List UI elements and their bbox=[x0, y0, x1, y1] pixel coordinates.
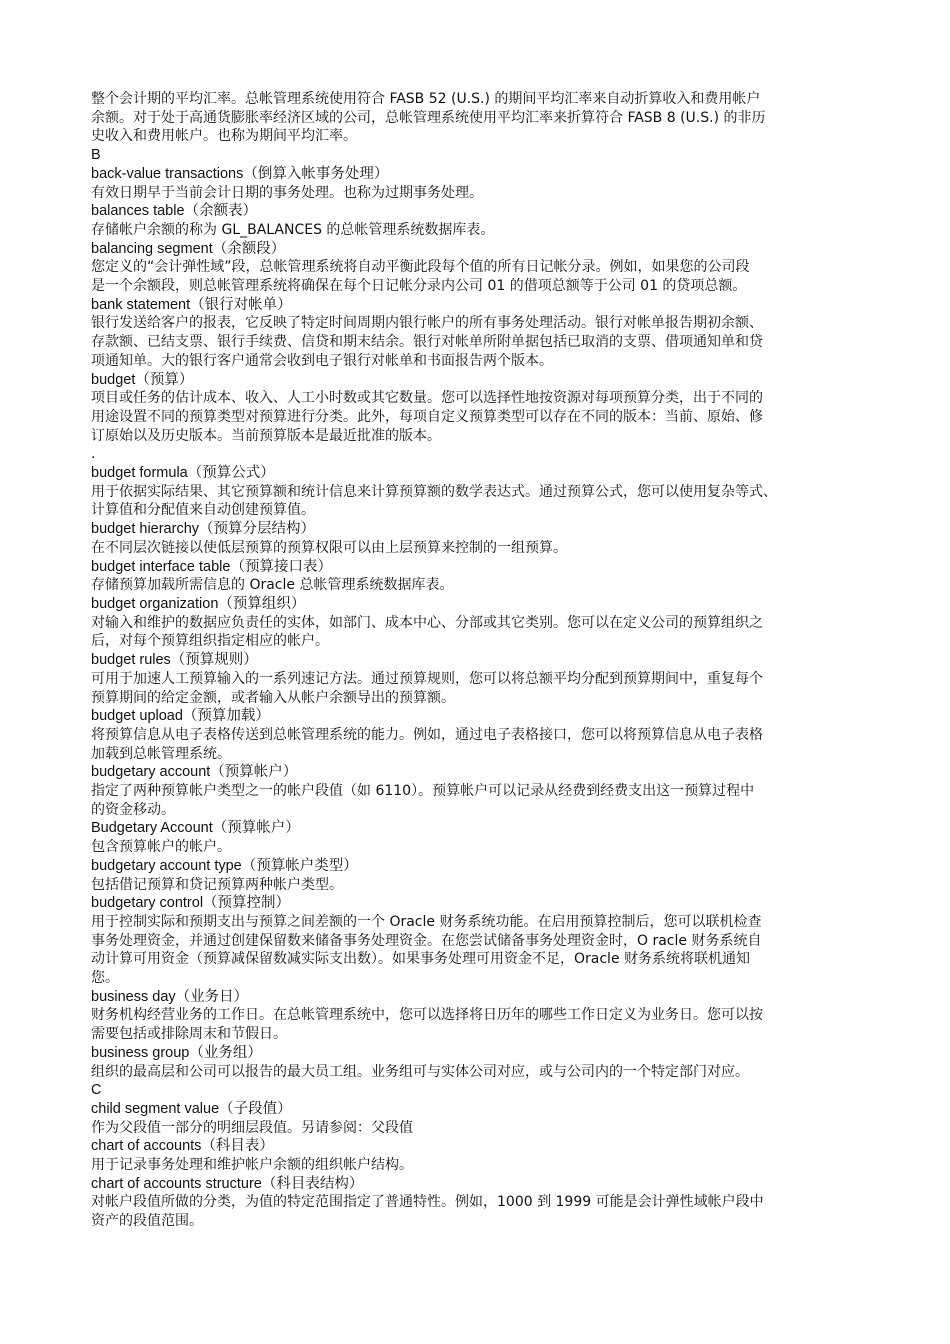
entry-definition-line: 订原始以及历史版本。当前预算版本是最近批准的版本。 bbox=[91, 427, 441, 444]
entry-definition-line: 在不同层次链接以使低层预算的预算权限可以由上层预算来控制的一组预算。 bbox=[91, 539, 567, 556]
entry-term: balancing segment（余额段） bbox=[91, 240, 286, 257]
glossary-entry bbox=[91, 595, 871, 651]
entry-term: business day（业务日） bbox=[91, 988, 249, 1005]
entry-definition-line: 财务机构经营业务的工作日。在总帐管理系统中，您可以选择将日历年的哪些工作日定义为业务日。您可以按 bbox=[91, 1007, 763, 1024]
entry-term: chart of accounts（科目表） bbox=[91, 1138, 274, 1155]
entry-definition-line: 预算期间的给定金额，或者输入从帐户余额导出的预算额。 bbox=[91, 689, 455, 706]
entry-term: chart of accounts structure（科目表结构） bbox=[91, 1175, 364, 1192]
entry-term: back-value transactions（倒算入帐事务处理） bbox=[91, 165, 389, 182]
glossary-section bbox=[91, 1081, 871, 1231]
entry-term: child segment value（子段值） bbox=[91, 1100, 292, 1117]
entry-definition-line: 您。 bbox=[91, 970, 119, 987]
entry-definition-line: 用于控制实际和预期支出与预算之间差额的一个 Oracle 财务系统功能。在启用预算控制后，您可以联机检查 bbox=[91, 913, 762, 930]
entry-definition-line: 的资金移动。 bbox=[91, 801, 175, 818]
entry-definition-line: 需要包括或排除周末和节假日。 bbox=[91, 1026, 287, 1043]
entry-term: balances table（余额表） bbox=[91, 203, 258, 220]
entry-definition-line: 存款额、已结支票、银行手续费、信贷和期末结余。银行对帐单所附单据包括已取消的支票、借项通知单和贷 bbox=[91, 334, 763, 351]
entry-definition-line: 有效日期早于当前会计日期的事务处理。也称为过期事务处理。 bbox=[91, 184, 483, 201]
entry-term: budgetary control（预算控制） bbox=[91, 895, 291, 912]
glossary-entry bbox=[91, 1100, 871, 1137]
entry-definition-line: 动计算可用资金（预算减保留数减实际支出数）。如果事务处理可用资金不足，Oracle 财务系统将联机通知 bbox=[91, 951, 751, 968]
entry-term: bank statement（银行对帐单） bbox=[91, 296, 292, 313]
entry-definition-line: 是一个余额段，则总帐管理系统将确保在每个日记帐分录内公司 01 的借项总额等于公司 01 的贷项总额。 bbox=[91, 278, 747, 295]
entry-definition-line: 后，对每个预算组织指定相应的帐户。 bbox=[91, 633, 329, 650]
glossary-entry bbox=[91, 651, 871, 707]
entry-definition-line: 银行发送给客户的报表，它反映了特定时间周期内银行帐户的所有事务处理活动。银行对帐单报告期初余额、 bbox=[91, 315, 763, 332]
section-letter: C bbox=[91, 1082, 102, 1099]
intro-paragraph bbox=[91, 90, 871, 146]
glossary-entry bbox=[91, 371, 871, 465]
glossary-entry bbox=[91, 988, 871, 1044]
entry-term: business group（业务组） bbox=[91, 1044, 262, 1061]
entry-definition-line: 项通知单。大的银行客户通常会收到电子银行对帐单和书面报告两个版本。 bbox=[91, 352, 553, 369]
entry-definition-line: 对帐户段值所做的分类，为值的特定范围指定了普通特性。例如，1000 到 1999 可能是会计弹性域帐户段中 bbox=[91, 1194, 764, 1211]
entry-term: budget interface table（预算接口表） bbox=[91, 558, 332, 575]
glossary-page bbox=[91, 90, 871, 1231]
glossary-entry bbox=[91, 520, 871, 557]
entry-definition-line: . bbox=[91, 446, 96, 463]
entry-term: budget（预算） bbox=[91, 371, 194, 388]
entry-definition-line: 用于依据实际结果、其它预算额和统计信息来计算预算额的数学表达式。通过预算公式，您可以使用复杂等式、 bbox=[91, 483, 777, 500]
entry-definition-line: 存储预算加载所需信息的 Oracle 总帐管理系统数据库表。 bbox=[91, 577, 454, 594]
entry-term: budgetary account（预算帐户） bbox=[91, 764, 298, 781]
glossary-entry bbox=[91, 558, 871, 595]
entry-definition-line: 组织的最高层和公司可以报告的最大员工组。业务组可与实体公司对应，或与公司内的一个特定部门对应。 bbox=[91, 1063, 749, 1080]
entry-definition-line: 加载到总帐管理系统。 bbox=[91, 745, 231, 762]
glossary-section bbox=[91, 146, 871, 1081]
glossary-entry bbox=[91, 763, 871, 819]
glossary-sections bbox=[91, 146, 871, 1231]
entry-term: budget upload（预算加载） bbox=[91, 708, 270, 725]
glossary-entry bbox=[91, 857, 871, 894]
section-letter: B bbox=[91, 147, 101, 164]
glossary-entry bbox=[91, 819, 871, 856]
entry-definition-line: 资产的段值范围。 bbox=[91, 1213, 203, 1230]
entry-term: budget organization（预算组织） bbox=[91, 595, 306, 612]
glossary-entry bbox=[91, 165, 871, 202]
entry-definition-line: 对输入和维护的数据应负责任的实体，如部门、成本中心、分部或其它类别。您可以在定义公司的预算组织之 bbox=[91, 614, 763, 631]
entry-definition-line: 用于记录事务处理和维护帐户余额的组织帐户结构。 bbox=[91, 1157, 413, 1174]
entry-definition-line: 用途设置不同的预算类型对预算进行分类。此外，每项自定义预算类型可以存在不同的版本：当前、原始、修 bbox=[91, 408, 763, 425]
entry-term: budget rules（预算规则） bbox=[91, 652, 258, 669]
glossary-entry bbox=[91, 1044, 871, 1081]
entry-definition-line: 指定了两种预算帐户类型之一的帐户段值（如 6110）。预算帐户可以记录从经费到经费支出这一预算过程中 bbox=[91, 783, 755, 800]
glossary-entry bbox=[91, 707, 871, 763]
entry-definition-line: 可用于加速人工预算输入的一系列速记方法。通过预算规则，您可以将总额平均分配到预算期间中，重复每个 bbox=[91, 670, 763, 687]
entry-definition-line: 计算值和分配值来自动创建预算值。 bbox=[91, 502, 315, 519]
intro-line: 整个会计期的平均汇率。总帐管理系统使用符合 FASB 52 (U.S.) 的期间平均汇率来自动折算收入和费用帐户 bbox=[91, 91, 761, 107]
glossary-entry bbox=[91, 296, 871, 371]
entry-term: budget formula（预算公式） bbox=[91, 465, 275, 482]
entry-term: budget hierarchy（预算分层结构） bbox=[91, 521, 316, 538]
glossary-entry bbox=[91, 894, 871, 988]
glossary-entry bbox=[91, 202, 871, 239]
entry-definition-line: 作为父段值一部分的明细层段值。另请参阅：父段值 bbox=[91, 1119, 413, 1136]
entry-definition-line: 包括借记预算和贷记预算两种帐户类型。 bbox=[91, 876, 343, 893]
intro-line: 史收入和费用帐户。也称为期间平均汇率。 bbox=[91, 128, 357, 145]
glossary-entry bbox=[91, 1137, 871, 1174]
intro-line: 余额。对于处于高通货膨胀率经济区域的公司，总帐管理系统使用平均汇率来折算符合 FASB 8 (U.S.) 的非历 bbox=[91, 109, 766, 126]
glossary-entry bbox=[91, 1175, 871, 1231]
entry-definition-line: 包含预算帐户的帐户。 bbox=[91, 839, 231, 856]
entry-term: budgetary account type（预算帐户类型） bbox=[91, 857, 358, 874]
entry-term: Budgetary Account（预算帐户） bbox=[91, 820, 300, 837]
glossary-entry bbox=[91, 240, 871, 296]
entry-definition-line: 项目或任务的估计成本、收入、人工小时数或其它数量。您可以选择性地按资源对每项预算分类，出于不同的 bbox=[91, 390, 763, 407]
entry-definition-line: 将预算信息从电子表格传送到总帐管理系统的能力。例如，通过电子表格接口，您可以将预算信息从电子表格 bbox=[91, 726, 763, 743]
entry-definition-line: 事务处理资金，并通过创建保留数来储备事务处理资金。在您尝试储备事务处理资金时，O racle 财务系统自 bbox=[91, 932, 762, 949]
glossary-entry bbox=[91, 464, 871, 520]
entry-definition-line: 存储帐户余额的称为 GL_BALANCES 的总帐管理系统数据库表。 bbox=[91, 221, 495, 238]
entry-definition-line: 您定义的“会计弹性域”段，总帐管理系统将自动平衡此段每个值的所有日记帐分录。例如，如果您的公司段 bbox=[91, 259, 750, 276]
